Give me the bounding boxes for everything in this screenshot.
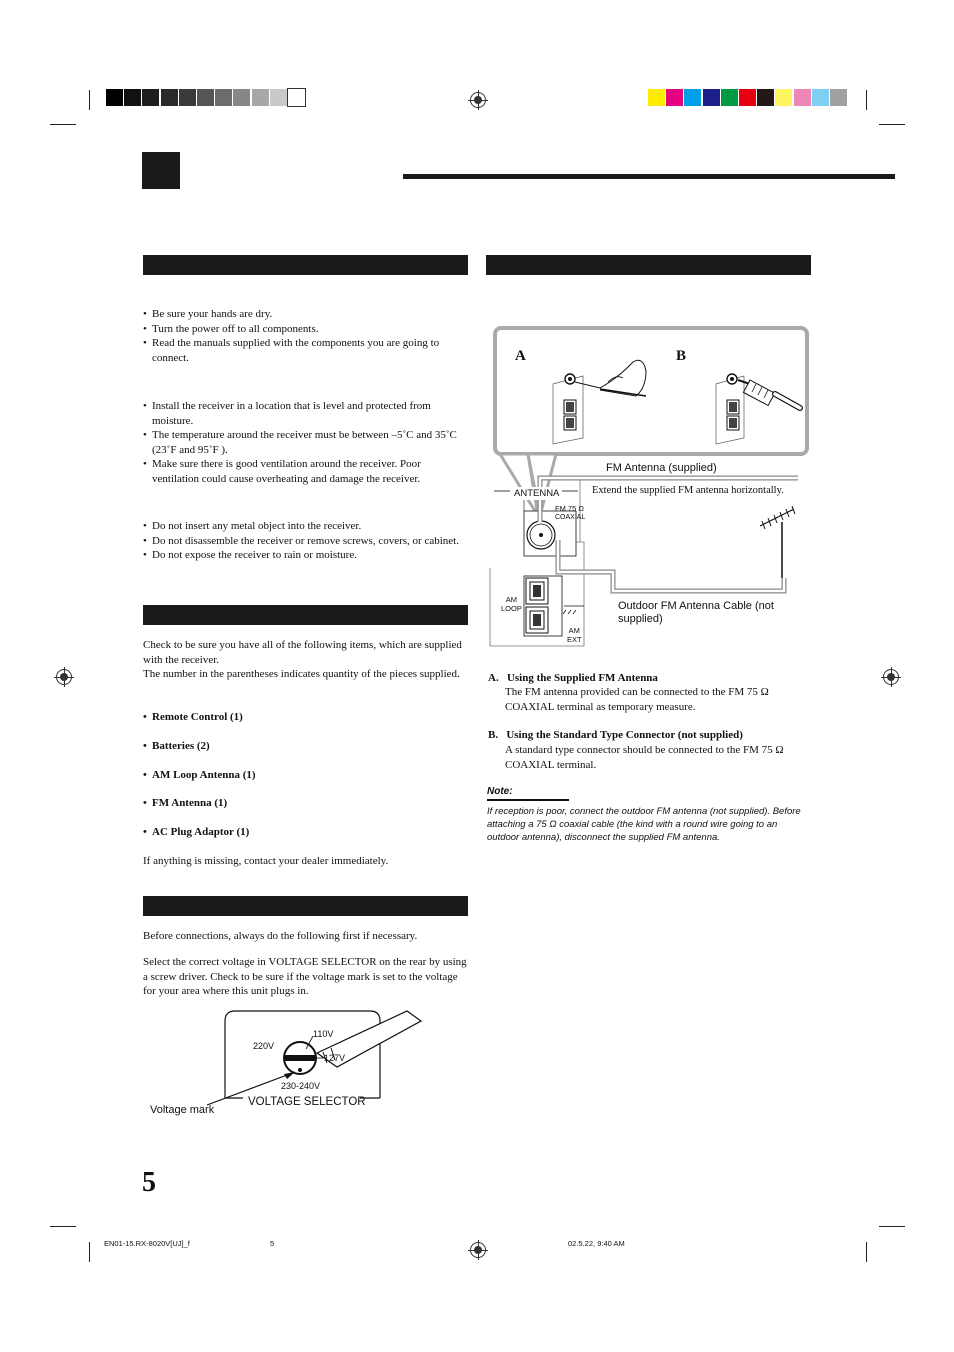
note-title: Note: (487, 786, 513, 797)
registration-mark-left (56, 669, 72, 685)
list-item: • Read the manuals supplied with the components you are going to connect. (143, 336, 468, 365)
color-swatch (830, 89, 847, 106)
section-bar-voltage (143, 896, 468, 916)
list-item: • Do not insert any metal object into the receiver. (143, 519, 468, 534)
voltage-127: 127V (324, 1053, 346, 1063)
color-swatch (703, 89, 720, 106)
list-item: • Remote Control (1) (143, 710, 468, 725)
note-rule (487, 799, 569, 801)
voltage-instructions: Select the correct voltage in VOLTAGE SELECTOR on the rear by using a screw driver. Check to be sure if the voltage mark is set to the voltage for your area where this unit plugs in. (143, 956, 467, 997)
registration-mark-right (883, 669, 899, 685)
accessories-list (143, 710, 468, 854)
list-item: • AM Loop Antenna (1) (143, 768, 468, 783)
list-item: • Make sure there is good ventilation around the receiver. Poor ventilation could cause overheating and damage the receiver. (143, 457, 468, 486)
list-item: • AC Plug Adaptor (1) (143, 825, 468, 840)
color-swatch (142, 89, 159, 106)
list-item: • Batteries (2) (143, 739, 468, 754)
before-connection-text: Before connections, always do the following first if necessary. (143, 930, 418, 942)
list-item: • FM Antenna (1) (143, 796, 468, 811)
antenna-label: ANTENNA (514, 488, 560, 499)
list-item: • The temperature around the receiver must be between –5˚C and 35˚C (23˚F and 95˚F ). (143, 428, 468, 457)
section-bar-precautions (143, 255, 468, 275)
note-body: If reception is poor, connect the outdoor FM antenna (not supplied). Before attaching a 75 Ω coaxial cable (the kind with a round wire going to an outdoor antenna), disconnect the supplied FM antenna. (487, 806, 801, 843)
crop-mark (879, 124, 905, 125)
color-swatch (739, 89, 756, 106)
page-number: 5 (142, 1167, 156, 1198)
list-item: • Be sure your hands are dry. (143, 307, 468, 322)
color-swatch (721, 89, 738, 106)
precautions-list-2 (143, 399, 468, 486)
section-bar-accessories (143, 605, 468, 625)
voltage-110: 110V (313, 1029, 334, 1039)
footer-page: 5 (270, 1239, 275, 1248)
fm75-label: FM 75 Ω (555, 504, 584, 513)
color-swatch (666, 89, 683, 106)
list-item: • Install the receiver in a location that is level and protected from moisture. (143, 399, 468, 428)
item-b-title: B. Using the Standard Type Connector (not supplied) (488, 729, 743, 741)
footer-file: EN01-15.RX-8020V[UJ]_f (104, 1239, 190, 1248)
am-loop-label: AM LOOP (501, 595, 522, 613)
am-ext-label: AM EXT (567, 626, 582, 644)
crop-mark (50, 1226, 76, 1227)
list-item: • Do not disassemble the receiver or remove screws, covers, or cabinet. (143, 534, 468, 549)
chapter-tab (142, 152, 180, 189)
color-swatch (233, 89, 250, 106)
extend-antenna-text: Extend the supplied FM antenna horizontally. (592, 485, 784, 496)
item-b-body: A standard type connector should be connected to the FM 75 Ω COAXIAL terminal. (505, 744, 784, 771)
fm-antenna-supplied-label: FM Antenna (supplied) (606, 462, 717, 474)
color-swatch (757, 89, 774, 106)
item-a-title: A. Using the Supplied FM Antenna (488, 672, 658, 684)
registration-mark-top (470, 92, 486, 108)
list-item: • Turn the power off to all components. (143, 322, 468, 337)
color-swatch (197, 89, 214, 106)
color-swatch (252, 89, 269, 106)
precautions-list-1 (143, 307, 468, 365)
voltage-mark-label: Voltage mark (150, 1104, 215, 1116)
label-a: A (515, 348, 526, 364)
coaxial-label: COAXIAL (555, 514, 586, 521)
color-swatch (648, 89, 665, 106)
missing-items-text: If anything is missing, contact your dealer immediately. (143, 855, 389, 867)
outdoor-antenna-icon (760, 506, 795, 578)
color-swatch (106, 89, 123, 106)
voltage-220: 220V (253, 1041, 275, 1051)
color-swatch (775, 89, 792, 106)
crop-mark (89, 1242, 90, 1262)
crop-mark (866, 1242, 867, 1262)
crop-mark (866, 90, 867, 110)
voltage-selector-label: VOLTAGE SELECTOR (248, 1096, 366, 1108)
item-a-body: The FM antenna provided can be connected to the FM 75 Ω COAXIAL terminal as temporary measure. (505, 686, 769, 713)
color-swatch (270, 89, 287, 106)
color-swatch (179, 89, 196, 106)
list-item: • Do not expose the receiver to rain or moisture. (143, 548, 468, 563)
crop-mark (89, 90, 90, 110)
outdoor-cable-label: Outdoor FM Antenna Cable (not supplied) (618, 600, 774, 625)
voltage-230-240: 230-240V (281, 1081, 321, 1091)
color-swatch (794, 89, 811, 106)
section-bar-fm-antenna (486, 255, 811, 275)
color-swatch (812, 89, 829, 106)
precautions-list-3 (143, 519, 468, 563)
header-rule (403, 174, 895, 179)
color-swatch (161, 89, 178, 106)
color-swatch (288, 89, 305, 106)
color-swatch (684, 89, 701, 106)
label-b: B (676, 348, 687, 364)
crop-mark (50, 124, 76, 125)
footer-date: 02.5.22, 9:40 AM (568, 1239, 625, 1248)
color-swatch (124, 89, 141, 106)
crop-mark (879, 1226, 905, 1227)
accessories-intro: Check to be sure you have all of the following items, which are supplied with the receiver. The number in the parentheses indicates quantity of the pieces supplied. (143, 639, 462, 680)
registration-mark-bottom (470, 1242, 486, 1258)
color-swatch (215, 89, 232, 106)
